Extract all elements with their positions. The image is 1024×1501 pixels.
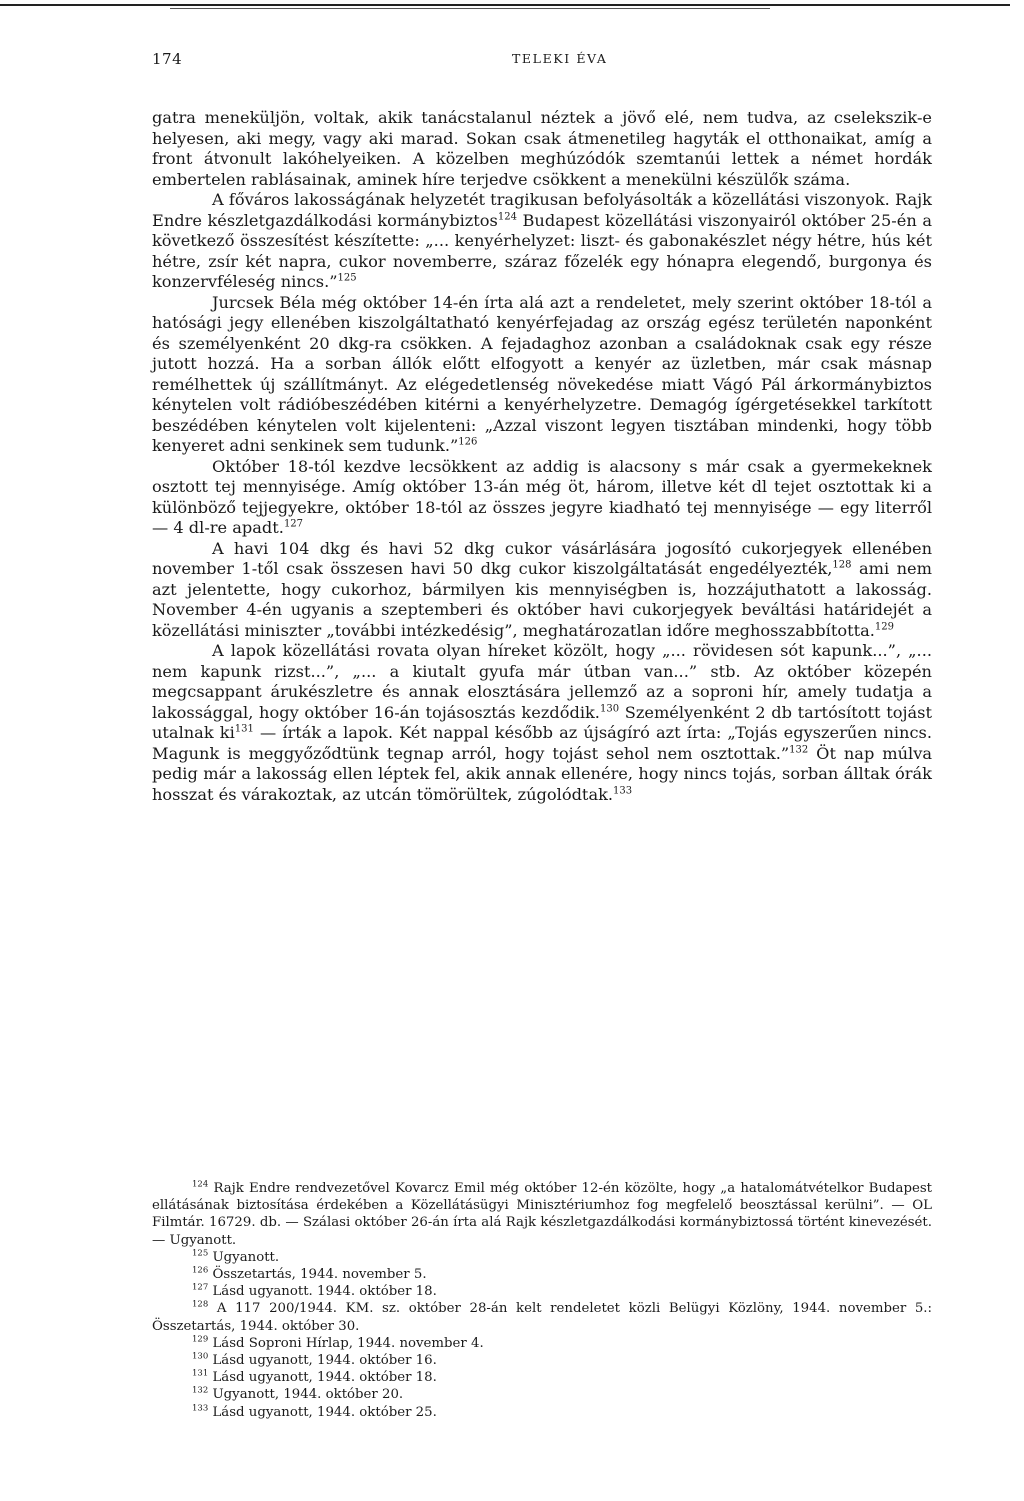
body-paragraph xyxy=(152,293,932,457)
paragraph-text: A főváros lakosságának helyzetét tragikusan befolyásolták a közellátási viszonyok. Rajk Endre készletgazdálkodási kormánybiztos xyxy=(152,190,932,230)
footnote-number: 127 xyxy=(192,1282,209,1293)
footnote-number: 133 xyxy=(192,1403,209,1414)
paragraph-text: gatra meneküljön, voltak, akik tanácstalanul néztek a jövő elé, nem tudva, az cselekszik-e helyesen, aki megy, vagy aki marad. Sokan csak átmenetileg hagyták el otthonaikat, amíg a front átvonult lakóhelyeiken. A közelben meghúzódók szemtanúi lettek a német hordák embertelen rablásainak, aminek híre terjedve csökkent a menekülni készülők száma. xyxy=(152,108,932,189)
top-rule-thin xyxy=(170,8,770,9)
footnote-text: Lásd ugyanott, 1944. október 16. xyxy=(212,1353,437,1369)
footnote-ref[interactable]: 128 xyxy=(832,559,852,571)
paragraph-text: — írták a lapok. Két nappal később az újságíró azt írta: „Tojás egyszerűen nincs. Magunk is meggyőződtünk tegnap arról, hogy tojást sehol nem osztottak.” xyxy=(152,723,932,763)
footnote-ref[interactable]: 129 xyxy=(874,621,894,633)
footnote xyxy=(152,1369,932,1386)
footnote xyxy=(152,1180,932,1249)
body-paragraph xyxy=(152,641,932,805)
paragraph-text: Október 18-tól kezdve lecsökkent az addig is alacsony s már csak a gyermekeknek osztott tej mennyisége. Amíg október 13-án még öt, három, illetve két dl tejet osztottak ki a különböző tejjegyekre, október 18-tól az összes jegyre kiadható tej mennyisége — egy literről — 4 dl-re apadt. xyxy=(152,456,932,537)
footnote-number: 130 xyxy=(192,1351,209,1362)
footnote xyxy=(152,1249,932,1266)
footnote-ref[interactable]: 131 xyxy=(234,723,254,735)
paragraph-text: Budapest közellátási viszonyairól október 25-én a következő összesítést készítette: „... kenyérhelyzet: liszt- és gabonakészlet négy hétre, hús két hétre, zsír két napra, cukor novemberre, száraz főzelék egy hónapra elegendő, burgonya és konzervféleség nincs.” xyxy=(152,210,932,291)
footnote-number: 128 xyxy=(192,1300,209,1310)
footnote-ref[interactable]: 127 xyxy=(283,518,304,530)
footnote xyxy=(152,1404,932,1421)
footnote-ref[interactable]: 126 xyxy=(458,436,478,448)
footnote-text: Lásd Soproni Hírlap, 1944. november 4. xyxy=(212,1335,484,1351)
footnote-number: 126 xyxy=(192,1265,209,1276)
footnote-text: Lásd ugyanott, 1944. október 18. xyxy=(212,1370,437,1386)
body-paragraph xyxy=(152,539,932,642)
footnotes xyxy=(152,1180,932,1421)
footnote xyxy=(152,1283,932,1300)
footnote-number: 124 xyxy=(192,1179,209,1190)
footnote xyxy=(152,1386,932,1403)
footnote-text: A 117 200/1944. KM. sz. október 28-án kelt rendeletet közli Belügyi Közlöny, 1944. november 5.: Összetartás, 1944. október 30. xyxy=(152,1301,932,1334)
footnote-text: Összetartás, 1944. november 5. xyxy=(212,1267,427,1283)
footnote xyxy=(152,1352,932,1369)
paragraph-text: A lapok közellátási rovata olyan híreket közölt, hogy „... rövidesen sót kapunk...”, „... nem kapunk rizst...”, „... a kiutalt gyufa már útban van...” stb. Az október közepén megcsappant árukészletre és annak elosztására jellemző az a soproni hír, amely tudatja a lakossággal, hogy október 16-án tojásosztás kezdődik. xyxy=(152,641,932,722)
top-rule xyxy=(0,4,1010,6)
footnote-number: 125 xyxy=(192,1248,209,1259)
paragraph-text: Öt nap múlva pedig már a lakosság ellen léptek fel, akik annak ellenére, hogy nincs tojás, sorban álltak órák hosszat és várakoztak, az utcán tömörültek, zúgolódtak. xyxy=(152,743,932,804)
body-paragraph xyxy=(152,108,932,190)
footnote xyxy=(152,1300,932,1334)
footnote xyxy=(152,1335,932,1352)
paragraph-text: Személyenként 2 db tartósított tojást utalnak ki xyxy=(152,702,932,742)
footnote-ref[interactable]: 133 xyxy=(613,785,633,797)
footnote-ref[interactable]: 125 xyxy=(337,272,357,284)
footnote-text: Rajk Endre rendvezetővel Kovarcz Emil még október 12-én közölte, hogy „a hatalomátvételkor Budapest ellátásának biztosítása érdekében a Közellátásügyi Minisztériumhoz fog megfelelő beosztással kerülni”. — OL Filmtár. 16729. db. — Szálasi október 26-án írta alá Rajk készletgazdálkodási kormánybiztossá történt kinevezését. — Ugyanott. xyxy=(152,1181,932,1248)
footnote-text: Ugyanott, 1944. október 20. xyxy=(212,1387,404,1403)
running-head: TELEKI ÉVA xyxy=(512,51,608,66)
footnote-text: Lásd ugyanott, 1944. október 25. xyxy=(212,1404,437,1420)
footnote-number: 131 xyxy=(192,1368,209,1379)
footnote-text: Ugyanott. xyxy=(212,1249,280,1265)
body-paragraph xyxy=(152,457,932,539)
body-text xyxy=(152,108,932,805)
body-paragraph xyxy=(152,190,932,293)
footnote-text: Lásd ugyanott. 1944. október 18. xyxy=(212,1284,437,1300)
footnote xyxy=(152,1266,932,1283)
paragraph-text: A havi 104 dkg és havi 52 dkg cukor vásárlására jogosító cukorjegyek ellenében november 1-től csak összesen havi 50 dkg cukor kiszolgáltatását engedélyezték, xyxy=(152,538,932,578)
paragraph-text: ami nem azt jelentette, hogy cukorhoz, bármilyen kis mennyiségben is, hozzájuthatott a lakosság. November 4-én ugyanis a szeptemberi és október havi cukorjegyek beváltási határidejét a közellátási miniszter „további intézkedésig”, meghatározatlan időre meghosszabbította. xyxy=(152,559,932,640)
footnote-ref[interactable]: 132 xyxy=(789,744,809,756)
footnote-ref[interactable]: 124 xyxy=(497,211,517,223)
footnote-number: 129 xyxy=(192,1334,209,1345)
paragraph-text: Jurcsek Béla még október 14-én írta alá azt a rendeletet, mely szerint október 18-tól a hatósági jegy ellenében kiszolgáltatható kenyérfejadag az ország egész területén naponként és személyenként 20 dkg-ra csökken. A fejadaghoz azonban a családoknak csak egy része jutott hozzá. Ha a sorban állók előtt elfogyott a kenyér az üzletben, már csak másnap remélhettek új szállítmányt. Az elégedetlenség növekedése miatt Vágó Pál árkormánybiztos kénytelen volt rádióbeszédében kitérni a kenyérhelyzetre. Demagóg ígérgetésekkel tarkított beszédében kénytelen volt kijelenteni: „Azzal viszont legyen tisztában mindenki, hogy több kenyeret adni senkinek sem tudunk.” xyxy=(152,292,932,455)
page-number: 174 xyxy=(152,50,183,68)
footnote-ref[interactable]: 130 xyxy=(599,703,620,715)
footnote-number: 132 xyxy=(192,1386,209,1397)
